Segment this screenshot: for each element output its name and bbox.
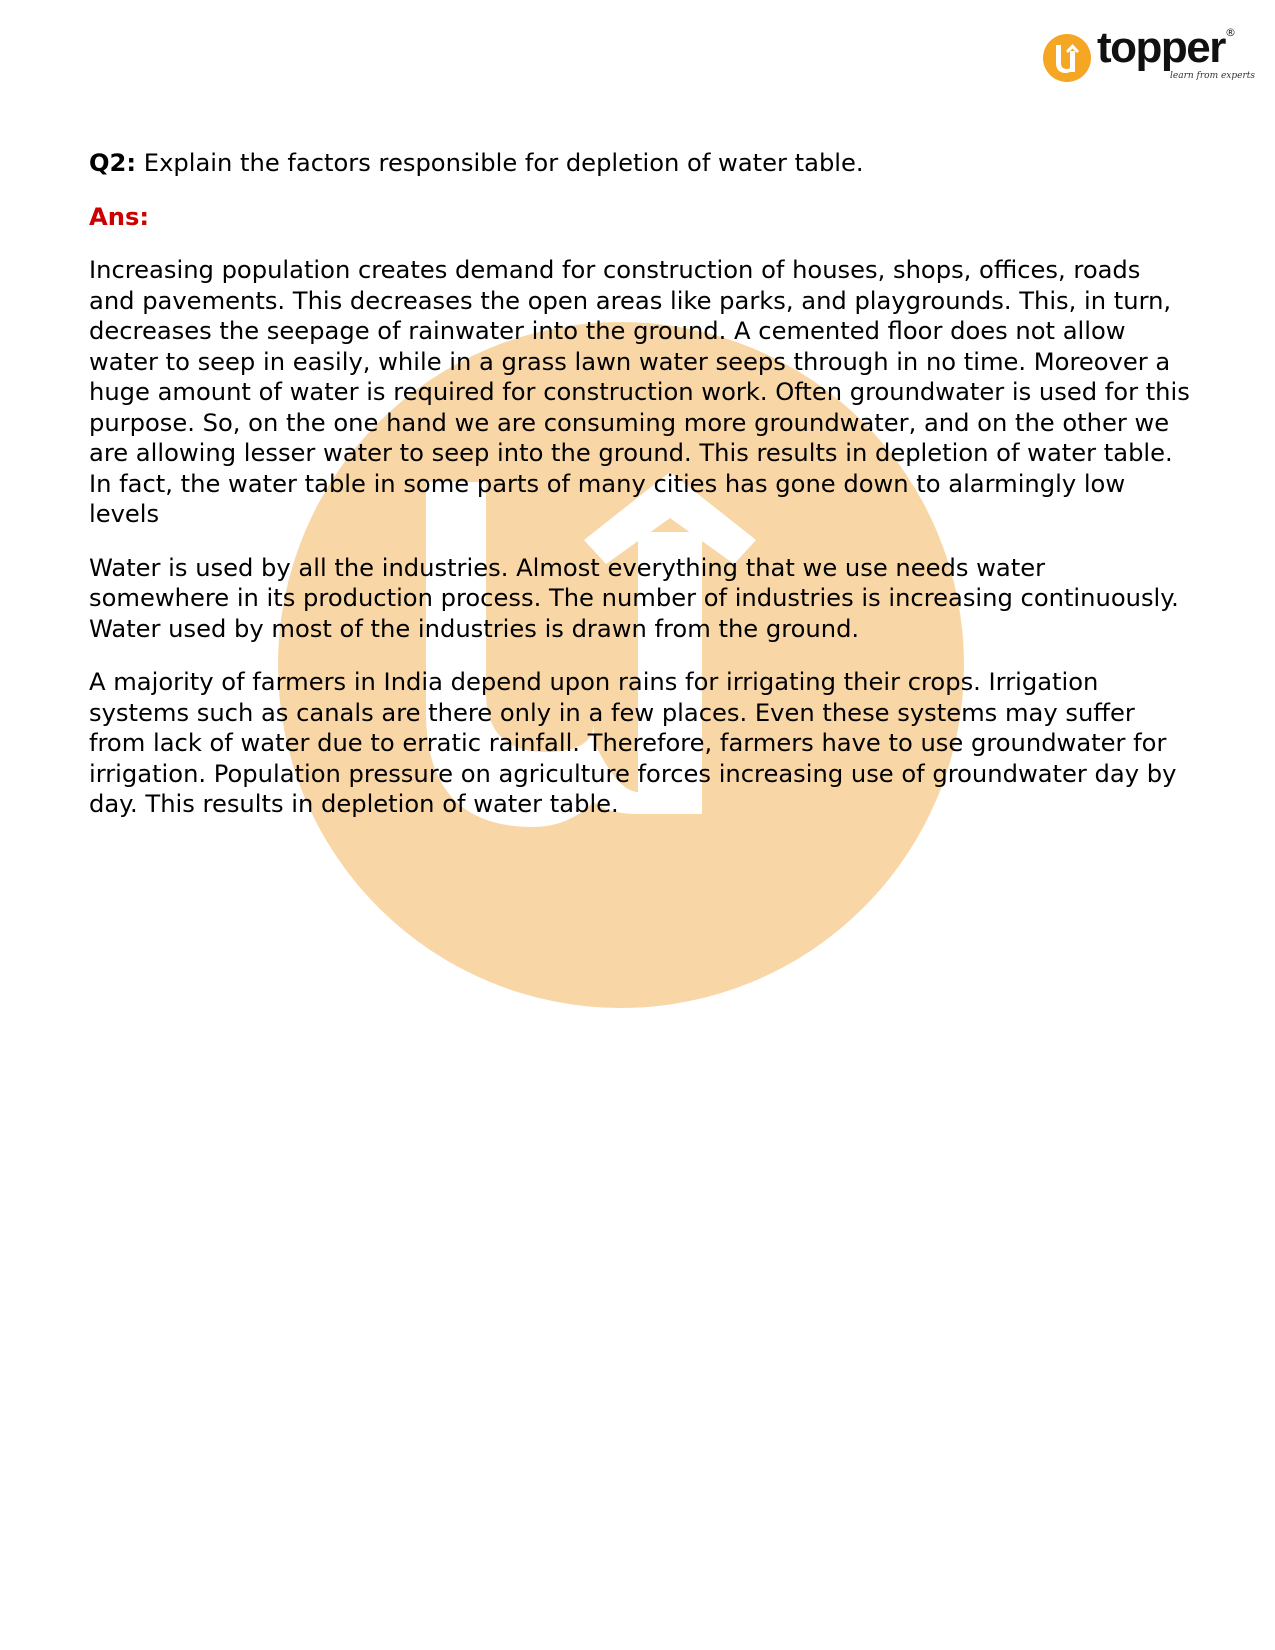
question — [89, 148, 1191, 179]
question-label: Q2: — [89, 149, 137, 177]
logo-tagline: learn from experts — [1170, 71, 1256, 81]
document-body — [89, 148, 1191, 843]
topper-logo-icon — [1042, 33, 1092, 83]
topper-logo — [1042, 23, 1256, 92]
answer-label: Ans: — [89, 202, 150, 231]
question-text: Explain the factors responsible for depletion of water table. — [143, 149, 864, 177]
answer-paragraph-2: Water is used by all the industries. Almost everything that we use needs water somewhere in its production process. The number of industries is increasing continuously. Water used by most of the industries is drawn from the ground. — [89, 553, 1179, 643]
topper-wordmark: topper — [1097, 23, 1225, 72]
answer-paragraph-1: Increasing population creates demand for construction of houses, shops, offices, roads and pavements. This decreases the open areas like parks, and playgrounds. This, in turn, decreases the seepage of rainwater into the ground. A cemented floor does not allow water to seep in easily, while in a grass lawn water seeps through in no time. Moreover a huge amount of water is required for construction work. Often groundwater is used for this purpose. So, on the one hand we are consuming more groundwater, and on the other we are allowing lesser water to seep into the ground. This results in depletion of water table. In fact, the water table in some parts of many cities has gone down to alarmingly low levels — [89, 256, 1190, 528]
registered-mark: ® — [1225, 26, 1236, 39]
answer-paragraph-3: A majority of farmers in India depend upon rains for irrigating their crops. Irrigation systems such as canals are there only in a few places. Even these systems may suffer from lack of water due to erratic rainfall. Therefore, farmers have to use groundwater for irrigation. Population pressure on agriculture forces increasing use of groundwater day by day. This results in depletion of water table. — [89, 668, 1177, 818]
